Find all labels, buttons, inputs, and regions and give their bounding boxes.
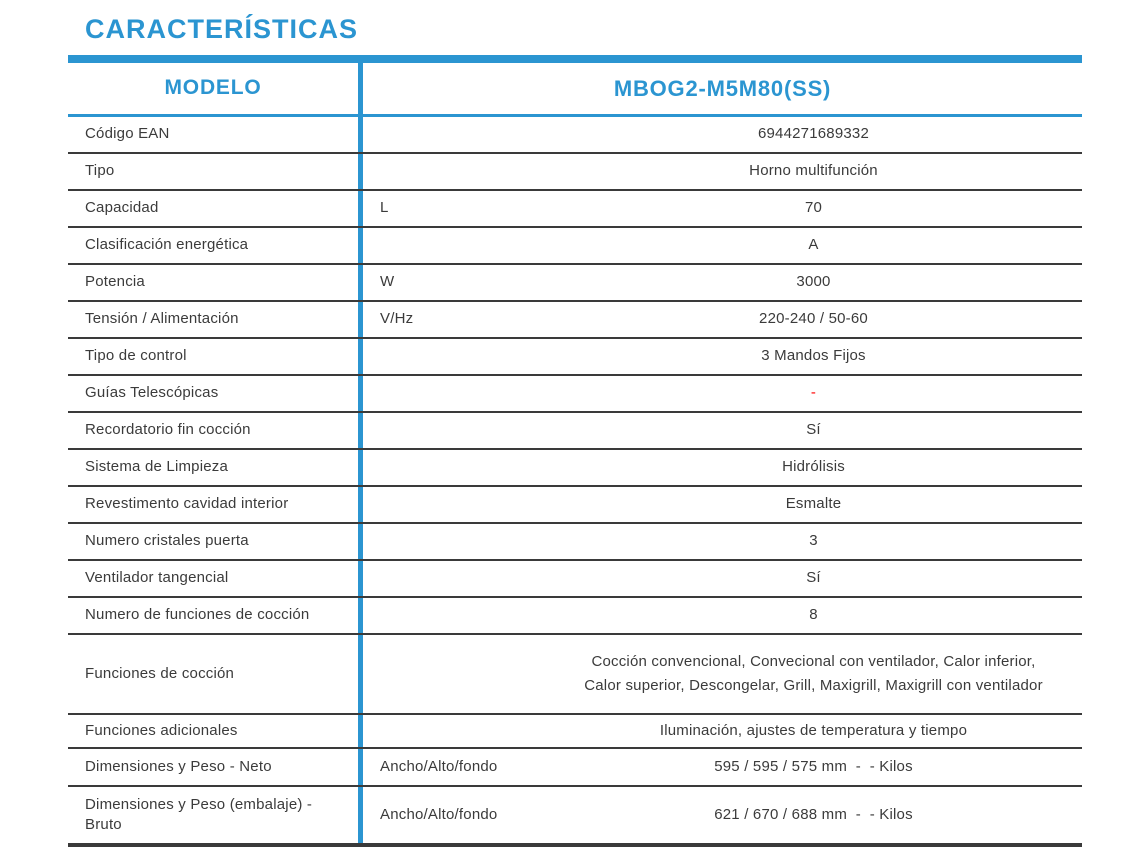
table-row-guias-telescopicas: [68, 376, 1082, 413]
row-value: Sí: [806, 421, 821, 439]
row-label: Código EAN: [68, 117, 363, 152]
table-row-funciones-de-coccion: [68, 635, 1082, 715]
row-unit: [363, 635, 545, 713]
table-row-tipo: [68, 154, 1082, 191]
row-unit: [363, 524, 545, 559]
row-label: Potencia: [68, 265, 363, 300]
row-value: 6944271689332: [757, 125, 870, 143]
row-unit: W: [380, 273, 395, 291]
row-unit: [363, 228, 545, 263]
row-label: Ventilador tangencial: [68, 561, 363, 596]
table-row-dimensiones-neto: [68, 749, 1082, 787]
model-number: MBOG2-M5M80(SS): [613, 75, 832, 101]
row-value: 8: [809, 606, 818, 624]
row-unit: [363, 450, 545, 485]
table-header-row: [68, 63, 1082, 117]
table-row-capacidad: [68, 191, 1082, 228]
table-row-revestimiento-cavidad: [68, 487, 1082, 524]
row-value: Cocción convencional, Convecional con ventilador, Calor inferior, Calor superior, Descongelar, Grill, Maxigrill, Maxigrill con ventilador: [584, 653, 1043, 694]
row-unit: [363, 154, 545, 189]
row-unit: [363, 561, 545, 596]
row-label: Numero de funciones de cocción: [68, 598, 363, 633]
table-row-tipo-de-control: [68, 339, 1082, 376]
table-row-tension-alimentacion: [68, 302, 1082, 339]
row-label: Tipo: [68, 154, 363, 189]
row-label: Clasificación energética: [68, 228, 363, 263]
row-value: Horno multifunción: [749, 162, 878, 180]
row-unit: L: [380, 199, 389, 217]
row-unit: V/Hz: [380, 310, 414, 328]
row-unit: [363, 376, 545, 411]
row-label: Capacidad: [68, 191, 363, 226]
row-label: Funciones adicionales: [68, 715, 363, 747]
table-row-numero-funciones-coccion: [68, 598, 1082, 635]
row-label: Revestimento cavidad interior: [68, 487, 363, 522]
row-label: Funciones de cocción: [68, 635, 363, 713]
table-row-recordatorio-fin-coccion: [68, 413, 1082, 450]
row-label: Dimensiones y Peso - Neto: [68, 749, 363, 785]
column-header-modelo: MODELO: [68, 63, 363, 114]
row-unit: [363, 715, 545, 747]
row-value: 3: [809, 532, 818, 550]
row-value: Hidrólisis: [782, 458, 845, 476]
row-value: 3 Mandos Fijos: [761, 347, 866, 365]
row-unit: [363, 487, 545, 522]
page-title: CARACTERÍSTICAS: [85, 14, 359, 44]
table-row-numero-cristales-puerta: [68, 524, 1082, 561]
table-row-clasificacion-energetica: [68, 228, 1082, 265]
row-value: 621 / 670 / 688 mm - - Kilos: [714, 805, 913, 823]
row-label: Guías Telescópicas: [68, 376, 363, 411]
table-row-ventilador-tangencial: [68, 561, 1082, 598]
row-value: 3000: [796, 273, 831, 291]
row-value: 595 / 595 / 575 mm - - Kilos: [714, 757, 913, 775]
row-value: 70: [804, 199, 823, 217]
row-label: Sistema de Limpieza: [68, 450, 363, 485]
row-unit: [363, 339, 545, 374]
table-row-potencia: [68, 265, 1082, 302]
row-value: 220-240 / 50-60: [759, 310, 868, 328]
table-row-codigo-ean: [68, 117, 1082, 154]
row-unit: [363, 117, 545, 152]
row-value: Iluminación, ajustes de temperatura y tiempo: [659, 721, 968, 739]
row-value: Sí: [806, 569, 821, 587]
row-unit: Ancho/Alto/fondo: [380, 757, 498, 775]
row-unit: Ancho/Alto/fondo: [380, 805, 498, 823]
table-row-funciones-adicionales: [68, 715, 1082, 749]
table-row-dimensiones-bruto: [68, 787, 1082, 843]
row-unit: [363, 413, 545, 448]
row-value: Esmalte: [785, 495, 842, 513]
row-label: Dimensiones y Peso (embalaje) - Bruto: [68, 787, 363, 843]
table-row-sistema-de-limpieza: [68, 450, 1082, 487]
row-value: A: [808, 236, 819, 254]
row-unit: [363, 598, 545, 633]
row-label: Tensión / Alimentación: [68, 302, 363, 337]
spec-table: [68, 55, 1082, 847]
row-label: Recordatorio fin cocción: [68, 413, 363, 448]
row-label: Tipo de control: [68, 339, 363, 374]
row-label: Numero cristales puerta: [68, 524, 363, 559]
row-value-negative: -: [810, 384, 817, 402]
